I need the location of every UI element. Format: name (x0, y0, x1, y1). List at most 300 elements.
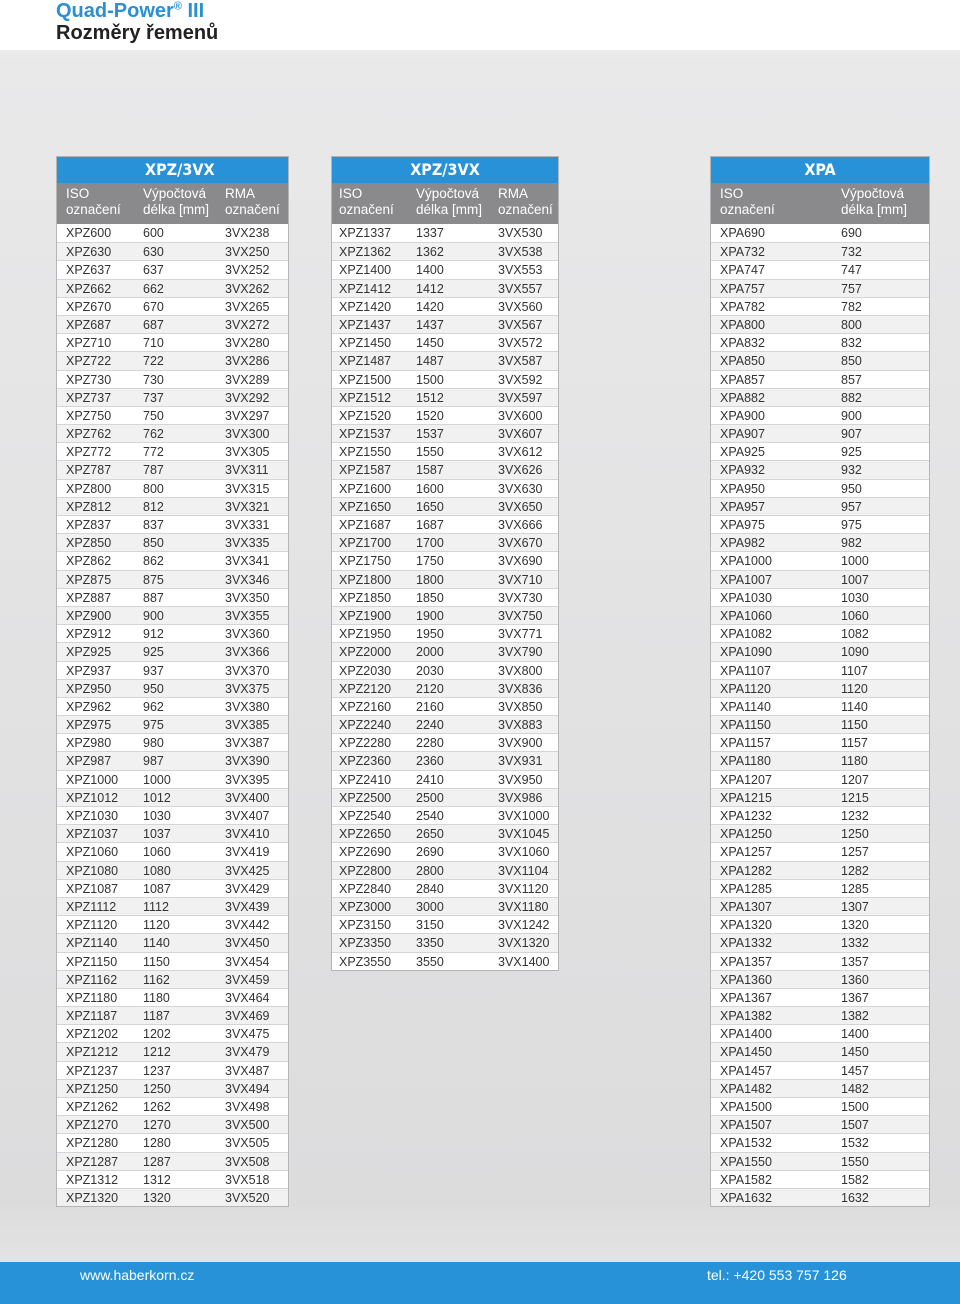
table-row (711, 952, 929, 970)
table-cell: XPA925 (720, 445, 765, 460)
table-cell: XPZ2120 (339, 681, 392, 696)
table-row (57, 1042, 288, 1060)
table-cell: XPZ730 (66, 372, 112, 387)
table-cell: 3VX1104 (498, 863, 549, 878)
table-cell: 1112 (143, 899, 169, 914)
table-cell: 1080 (143, 863, 171, 878)
table-cell: 737 (143, 390, 164, 405)
table-cell: 3VX508 (225, 1154, 270, 1169)
table-cell: XPZ1280 (66, 1136, 119, 1151)
table-row (332, 242, 558, 260)
table-cell: XPA950 (720, 481, 765, 496)
table-row (711, 1170, 929, 1188)
table-cell: XPA1320 (720, 918, 772, 933)
table-row (711, 588, 929, 606)
column-header-line: označení (225, 202, 280, 217)
table-cell: XPZ710 (66, 336, 112, 351)
table-title: XPZ/3VX (57, 157, 288, 183)
table-cell: XPZ1900 (339, 608, 392, 623)
table-cell: 1180 (143, 990, 170, 1005)
table-cell: XPZ1060 (66, 845, 119, 860)
table-cell: 3VX900 (498, 736, 543, 751)
table-cell: 3VX442 (225, 918, 270, 933)
table-cell: 1232 (841, 809, 869, 823)
table-cell: 3VX836 (498, 681, 543, 696)
table-cell: XPA690 (720, 226, 765, 240)
table-cell: 1120 (143, 918, 170, 933)
column-header-line: označení (720, 202, 775, 217)
table-cell: 3VX252 (225, 263, 270, 278)
table-row (57, 1097, 288, 1115)
table-cell: XPZ3150 (339, 918, 392, 933)
table-row (711, 1133, 929, 1151)
table-cell: 3VX238 (225, 226, 270, 240)
table-cell: 3VX262 (225, 281, 270, 296)
table-row (711, 606, 929, 624)
table-cell: XPA1507 (720, 1118, 772, 1133)
table-cell: 1320 (143, 1190, 171, 1205)
table-cell: XPZ722 (66, 354, 112, 369)
table-cell: 2690 (416, 845, 444, 860)
table-row (332, 824, 558, 842)
table-row (332, 479, 558, 497)
table-row (332, 751, 558, 769)
table-row (332, 515, 558, 533)
table-cell: 3VX790 (498, 645, 543, 660)
table-cell: 812 (143, 499, 164, 514)
table-row (57, 1133, 288, 1151)
column-header (332, 186, 416, 224)
page-title: Rozměry řemenů (56, 22, 219, 44)
table-cell: XPZ1012 (66, 790, 119, 805)
table-row (57, 242, 288, 260)
table-cell: 2360 (416, 754, 444, 769)
table-cell: 3VX311 (225, 463, 269, 478)
table-row (57, 1170, 288, 1188)
table-cell: 1180 (841, 754, 868, 769)
table-cell: XPZ1000 (66, 772, 119, 787)
table-cell: XPZ2650 (339, 827, 392, 842)
table-cell: 3VX419 (225, 845, 270, 860)
table-row (57, 424, 288, 442)
table-cell: 937 (143, 663, 164, 678)
table-cell: 3VX850 (498, 699, 543, 714)
table-cell: 1007 (841, 572, 869, 587)
table-cell: 1900 (416, 608, 444, 623)
column-header (711, 186, 841, 224)
table-cell: XPZ2360 (339, 754, 392, 769)
table-row (57, 697, 288, 715)
table-cell: 3VX730 (498, 590, 543, 605)
table-cell: 3VX931 (498, 754, 543, 769)
table-row (57, 1115, 288, 1133)
table-cell: 687 (143, 317, 164, 332)
table-row (332, 388, 558, 406)
table-cell: 3VX350 (225, 590, 270, 605)
table-cell: XPA732 (720, 245, 765, 260)
table-cell: 1162 (143, 972, 170, 987)
table-cell: 1632 (841, 1190, 869, 1205)
table-cell: XPZ762 (66, 427, 112, 442)
table-cell: 957 (841, 499, 862, 514)
table-cell: 3VX750 (498, 608, 543, 623)
table-row (711, 715, 929, 733)
table-cell: 887 (143, 590, 164, 605)
column-header (841, 186, 929, 224)
table-cell: 3VX592 (498, 372, 543, 387)
table-row (332, 406, 558, 424)
table-cell: XPA1285 (720, 881, 772, 896)
table-cell: XPZ2410 (339, 772, 392, 787)
table-row (332, 861, 558, 879)
table-cell: XPZ2030 (339, 663, 392, 678)
table-cell: XPZ950 (66, 681, 112, 696)
table-row (711, 570, 929, 588)
table-row (57, 370, 288, 388)
column-header-line: délka [mm] (143, 202, 210, 217)
table-cell: 1512 (416, 390, 444, 405)
table-cell: 1400 (416, 263, 444, 278)
table-cell: 1950 (416, 627, 444, 642)
table-row (57, 770, 288, 788)
table-cell: 3VX475 (225, 1027, 270, 1042)
column-header-line: délka [mm] (841, 202, 908, 217)
table-row (57, 460, 288, 478)
table-row (57, 279, 288, 297)
table-cell: XPZ1412 (339, 281, 392, 296)
table-cell: XPA1550 (720, 1154, 772, 1169)
table-row (711, 661, 929, 679)
table-cell: 3VX346 (225, 572, 270, 587)
table-cell: 1287 (143, 1154, 171, 1169)
table-row (332, 279, 558, 297)
table-row (332, 460, 558, 478)
column-header (225, 186, 288, 224)
table-row (57, 1188, 288, 1206)
table-row (711, 460, 929, 478)
table-cell: 3VX439 (225, 899, 270, 914)
table-cell: XPA1482 (720, 1081, 772, 1096)
table-cell: 1250 (143, 1081, 171, 1096)
table-cell: 1107 (841, 663, 868, 678)
table-cell: 3350 (416, 936, 444, 951)
table-cell: XPZ1537 (339, 427, 392, 442)
column-header-line: RMA (225, 186, 255, 201)
table-cell: 3VX530 (498, 226, 543, 240)
table-cell: XPZ1202 (66, 1027, 119, 1042)
table-row (711, 1097, 929, 1115)
table-body (57, 224, 288, 1206)
table-cell: 2160 (416, 699, 444, 714)
table-cell: XPZ1587 (339, 463, 392, 478)
table-row (711, 1024, 929, 1042)
table-cell: XPZ1450 (339, 336, 392, 351)
table-cell: XPZ1030 (66, 809, 119, 823)
table-cell: 3VX366 (225, 645, 270, 660)
table-cell: 3VX1320 (498, 936, 550, 951)
table-cell: 3VX286 (225, 354, 270, 369)
table-cell: XPZ1687 (339, 518, 392, 532)
table-cell: 3VX607 (498, 427, 543, 442)
table-cell: XPA1090 (720, 645, 772, 660)
table-row (711, 679, 929, 697)
table-cell: 2800 (416, 863, 444, 878)
table-cell: XPA782 (720, 299, 765, 314)
table-cell: XPZ1237 (66, 1063, 119, 1078)
table-row (57, 751, 288, 769)
table-cell: 1120 (841, 681, 868, 696)
table-cell: XPA1215 (720, 790, 772, 805)
table-row (57, 715, 288, 733)
table-cell: 975 (841, 518, 862, 532)
table-row (57, 624, 288, 642)
table-cell: 3VX1000 (498, 809, 550, 823)
table-cell: 3VX1180 (498, 899, 549, 914)
table-cell: XPZ912 (66, 627, 112, 642)
table-cell: XPZ1212 (66, 1045, 119, 1060)
table-cell: XPA1307 (720, 899, 772, 914)
table-row (332, 679, 558, 697)
page-footer (0, 1262, 960, 1304)
table-row (711, 279, 929, 297)
table-cell: 3VX710 (498, 572, 543, 587)
table-cell: 3VX429 (225, 881, 270, 896)
table-cell: XPZ1312 (66, 1172, 119, 1187)
table-row (711, 297, 929, 315)
table-cell: 1482 (841, 1081, 869, 1096)
table-cell: XPZ980 (66, 736, 112, 751)
table-cell: XPZ1750 (339, 554, 392, 569)
table-cell: XPZ1270 (66, 1118, 119, 1133)
table-cell: XPZ737 (66, 390, 112, 405)
table-cell: 3VX335 (225, 536, 270, 551)
table-cell: XPZ862 (66, 554, 112, 569)
table-cell: XPA1000 (720, 554, 772, 569)
table-cell: 3VX387 (225, 736, 270, 751)
table-cell: XPZ2800 (339, 863, 392, 878)
table-cell: 850 (841, 354, 862, 369)
table-cell: 1150 (143, 954, 170, 969)
brand-name: Quad-Power (56, 0, 174, 22)
table-cell: 987 (143, 754, 164, 769)
column-header (143, 186, 225, 224)
table-cell: 1212 (143, 1045, 171, 1060)
table-cell: 3VX1045 (498, 827, 550, 842)
table-xpz-3vx-part2 (331, 156, 559, 971)
table-row (57, 570, 288, 588)
table-cell: 2240 (416, 718, 444, 733)
table-cell: XPA1450 (720, 1045, 772, 1060)
table-cell: 882 (841, 390, 862, 405)
table-cell: XPZ812 (66, 499, 112, 514)
table-row (57, 351, 288, 369)
table-cell: XPZ1650 (339, 499, 392, 514)
table-cell: 1312 (143, 1172, 171, 1187)
table-cell: 787 (143, 463, 164, 478)
table-cell: 1400 (841, 1027, 869, 1042)
table-cell: 3VX380 (225, 699, 270, 714)
table-cell: 1187 (143, 1009, 170, 1024)
table-cell: 3VX626 (498, 463, 543, 478)
table-cell: XPZ975 (66, 718, 112, 733)
table-cell: 1037 (143, 827, 171, 842)
table-row (332, 297, 558, 315)
table-cell: XPZ1162 (66, 972, 118, 987)
table-cell: XPA1257 (720, 845, 772, 860)
table-cell: XPA1250 (720, 827, 772, 842)
table-row (57, 952, 288, 970)
table-cell: XPZ850 (66, 536, 112, 551)
table-row (57, 988, 288, 1006)
table-row (711, 624, 929, 642)
table-cell: 3VX315 (225, 481, 270, 496)
table-xpz-3vx-part1 (56, 156, 289, 1207)
table-row (711, 388, 929, 406)
table-row (57, 333, 288, 351)
table-row (57, 933, 288, 951)
table-cell: 3550 (416, 954, 444, 969)
table-cell: 1140 (143, 936, 170, 951)
table-cell: 3VX360 (225, 627, 270, 642)
table-cell: XPZ900 (66, 608, 112, 623)
table-cell: XPA900 (720, 408, 765, 423)
table-cell: XPZ887 (66, 590, 112, 605)
table-cell: XPZ1700 (339, 536, 392, 551)
table-cell: XPZ772 (66, 445, 112, 460)
table-cell: 1307 (841, 899, 869, 914)
table-cell: XPA1232 (720, 809, 772, 823)
table-cell: 900 (841, 408, 862, 423)
table-cell: XPZ2690 (339, 845, 392, 860)
table-cell: XPA1030 (720, 590, 772, 605)
table-cell: XPZ1262 (66, 1100, 119, 1114)
table-cell: XPZ1400 (339, 263, 392, 278)
table-row (711, 970, 929, 988)
table-cell: 1250 (841, 827, 869, 842)
table-row (332, 897, 558, 915)
table-cell: 757 (841, 281, 862, 296)
table-cell: 1320 (841, 918, 869, 933)
table-row (711, 333, 929, 351)
table-cell: XPA757 (720, 281, 765, 296)
table-cell: XPA975 (720, 518, 765, 532)
table-cell: 3VX425 (225, 863, 270, 878)
table-row (711, 788, 929, 806)
table-row (332, 224, 558, 242)
table-cell: 837 (143, 518, 164, 532)
table-row (57, 224, 288, 242)
table-cell: 1282 (841, 863, 869, 878)
table-cell: 1437 (416, 317, 444, 332)
registered-mark: ® (173, 0, 182, 13)
table-row (57, 260, 288, 278)
table-cell: XPA882 (720, 390, 765, 405)
table-cell: 3VX370 (225, 663, 270, 678)
table-row (57, 897, 288, 915)
table-cell: XPZ1080 (66, 863, 119, 878)
column-header-line: ISO (339, 186, 363, 201)
table-cell: XPZ1112 (66, 899, 117, 914)
table-row (711, 497, 929, 515)
table-cell: 772 (143, 445, 164, 460)
table-cell: 2030 (416, 663, 444, 678)
table-row (332, 715, 558, 733)
table-cell: 747 (841, 263, 862, 278)
table-cell: XPZ837 (66, 518, 112, 532)
table-cell: XPZ1520 (339, 408, 392, 423)
table-cell: 2540 (416, 809, 444, 823)
table-cell: XPZ3350 (339, 936, 392, 951)
table-row (57, 806, 288, 824)
column-header-line: označení (339, 202, 394, 217)
table-cell: 3VX520 (225, 1190, 270, 1205)
table-row (711, 1152, 929, 1170)
table-row (711, 315, 929, 333)
table-cell: XPZ1337 (339, 226, 392, 240)
table-row (57, 479, 288, 497)
table-cell: 1450 (416, 336, 444, 351)
table-cell: 3VX560 (498, 299, 543, 314)
column-header (416, 186, 498, 224)
table-cell: XPZ1950 (339, 627, 392, 642)
table-cell: 2650 (416, 827, 444, 842)
table-cell: 1157 (841, 736, 868, 751)
table-row (57, 842, 288, 860)
table-cell: XPA1282 (720, 863, 772, 878)
table-row (711, 551, 929, 569)
table-cell: 762 (143, 427, 164, 442)
table-row (57, 515, 288, 533)
table-cell: XPZ2240 (339, 718, 392, 733)
website-link[interactable]: www.haberkorn.cz (80, 1267, 195, 1283)
table-cell: XPA1157 (720, 736, 771, 751)
table-row (332, 606, 558, 624)
table-cell: 1537 (416, 427, 444, 442)
table-cell: XPA1140 (720, 699, 771, 714)
table-cell: 3VX375 (225, 681, 270, 696)
table-cell: XPZ1550 (339, 445, 392, 460)
table-cell: 3VX385 (225, 718, 270, 733)
table-cell: 637 (143, 263, 164, 278)
table-cell: 975 (143, 718, 164, 733)
table-cell: 1850 (416, 590, 444, 605)
table-row (332, 424, 558, 442)
table-cell: 875 (143, 572, 164, 587)
table-cell: 1507 (841, 1118, 869, 1133)
table-cell: 1060 (841, 608, 869, 623)
table-row (332, 697, 558, 715)
table-cell: 1140 (841, 699, 868, 714)
table-cell: 857 (841, 372, 862, 387)
table-cell: 3VX321 (225, 499, 270, 514)
table-row (57, 297, 288, 315)
table-row (332, 933, 558, 951)
table-cell: XPZ1250 (66, 1081, 119, 1096)
table-row (57, 315, 288, 333)
table-cell: 1382 (841, 1009, 869, 1024)
table-cell: 1587 (416, 463, 444, 478)
table-row (711, 1042, 929, 1060)
table-cell: XPA1500 (720, 1100, 772, 1114)
table-cell: 3VX410 (225, 827, 270, 842)
table-cell: XPA857 (720, 372, 765, 387)
table-cell: 630 (143, 245, 164, 260)
table-row (332, 952, 558, 970)
table-cell: 710 (143, 336, 164, 351)
table-cell: 1030 (841, 590, 869, 605)
table-cell: XPZ1420 (339, 299, 392, 314)
table-cell: 1000 (143, 772, 171, 787)
